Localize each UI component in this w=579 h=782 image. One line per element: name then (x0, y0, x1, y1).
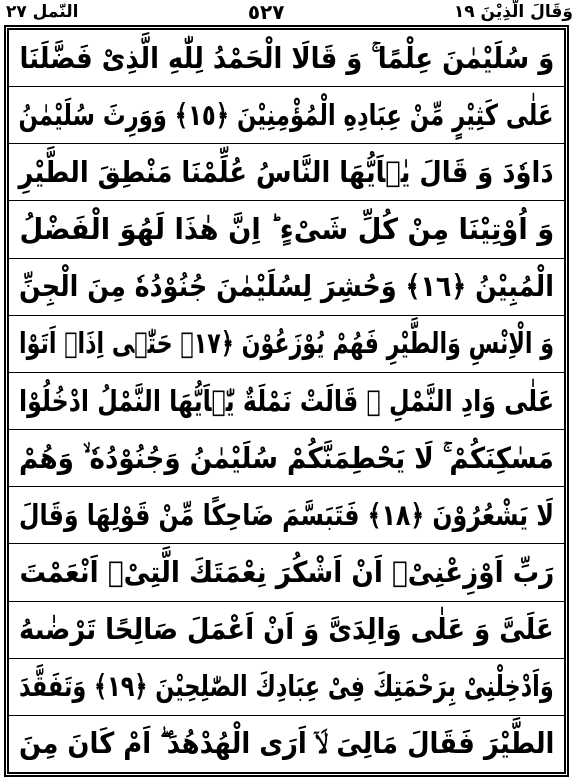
text-line (9, 716, 564, 772)
line-text: عَلٰى وَادِ النَّمْلِ ۙ قَالَتْ نَمْلَةٌ یّٰۤاَیُّهَا النَّمْلُ ادْخُلُوْا (18, 383, 554, 418)
surah-title: النّمل ٢٧ (6, 2, 79, 22)
text-line (9, 201, 564, 258)
text-line (9, 602, 564, 659)
line-text: وَ الْاِنْسِ وَالطَّیْرِ فَهُمْ یُوْزَعُوْنَ ﴿١٧﴾ حَتّٰۤى اِذَاۤ اَتَوْا (19, 326, 554, 361)
line-text: عَلَیَّ وَ عَلٰى وَالِدَیَّ وَ اَنْ اَعْمَلَ صَالِحًا تَرْضٰىهُ (19, 612, 554, 647)
line-text: وَ اُوْتِیْنَا مِنْ كُلِّ شَیْءٍ ؕ اِنَّ هٰذَا لَهُوَ الْفَضْلُ (19, 212, 554, 247)
text-lines (9, 30, 564, 772)
line-text: الْمُبِیْنُ ﴿١٦﴾ وَحُشِرَ لِسُلَیْمٰنَ جُنُوْدُهٗ مِنَ الْجِنِّ (19, 269, 554, 304)
line-text: عَلٰى كَثِیْرٍ مِّنْ عِبَادِهِ الْمُؤْمِنِیْنَ ﴿١٥﴾ وَوَرِثَ سُلَیْمٰنُ (18, 97, 555, 132)
page-frame (4, 25, 569, 777)
text-line (9, 487, 564, 544)
line-text: رَبِّ اَوْزِعْنِیْۤ اَنْ اَشْكُرَ نِعْمَتَكَ الَّتِیْۤ اَنْعَمْتَ (19, 554, 554, 589)
line-text: لَا یَشْعُرُوْنَ ﴿١٨﴾ فَتَبَسَّمَ ضَاحِكًا مِّنْ قَوْلِهَا وَقَالَ (19, 497, 554, 532)
text-line (9, 430, 564, 487)
line-text: وَاَدْخِلْنِیْ بِرَحْمَتِكَ فِیْ عِبَادِكَ الصّٰلِحِیْنَ ﴿١٩﴾ وَتَفَقَّدَ (19, 669, 554, 704)
line-text: الطَّیْرَ فَقَالَ مَالِیَ لَاۤ اَرَى الْهُدْهُدَ ۖ اَمْ كَانَ مِنَ (18, 726, 555, 761)
text-line (9, 544, 564, 601)
page-number: ٥٢٧ (247, 0, 285, 24)
text-line (9, 316, 564, 373)
line-text: وَ سُلَيْمٰنَ عِلْمًا ۚ وَ قَالَا الْحَمْدُ لِلّٰهِ الَّذِیْ فَضَّلَنَا (19, 40, 554, 75)
text-line (9, 659, 564, 716)
text-line (9, 259, 564, 316)
line-text: دَاوٗدَ وَ قَالَ یٰۤاَیُّهَا النَّاسُ عُلِّمْنَا مَنْطِقَ الطَّیْرِ (18, 154, 555, 189)
text-line (9, 373, 564, 430)
text-line (9, 87, 564, 144)
text-line (9, 144, 564, 201)
juz-title: وَقَالَ الَّذِيْنَ ١٩ (453, 2, 573, 22)
text-line (9, 30, 564, 87)
line-text: مَسٰكِنَكُمْ ۚ لَا یَحْطِمَنَّكُمْ سُلَیْمٰنُ وَجُنُوْدُهٗ ۙ وَهُمْ (19, 440, 554, 475)
page-header (6, 0, 573, 24)
